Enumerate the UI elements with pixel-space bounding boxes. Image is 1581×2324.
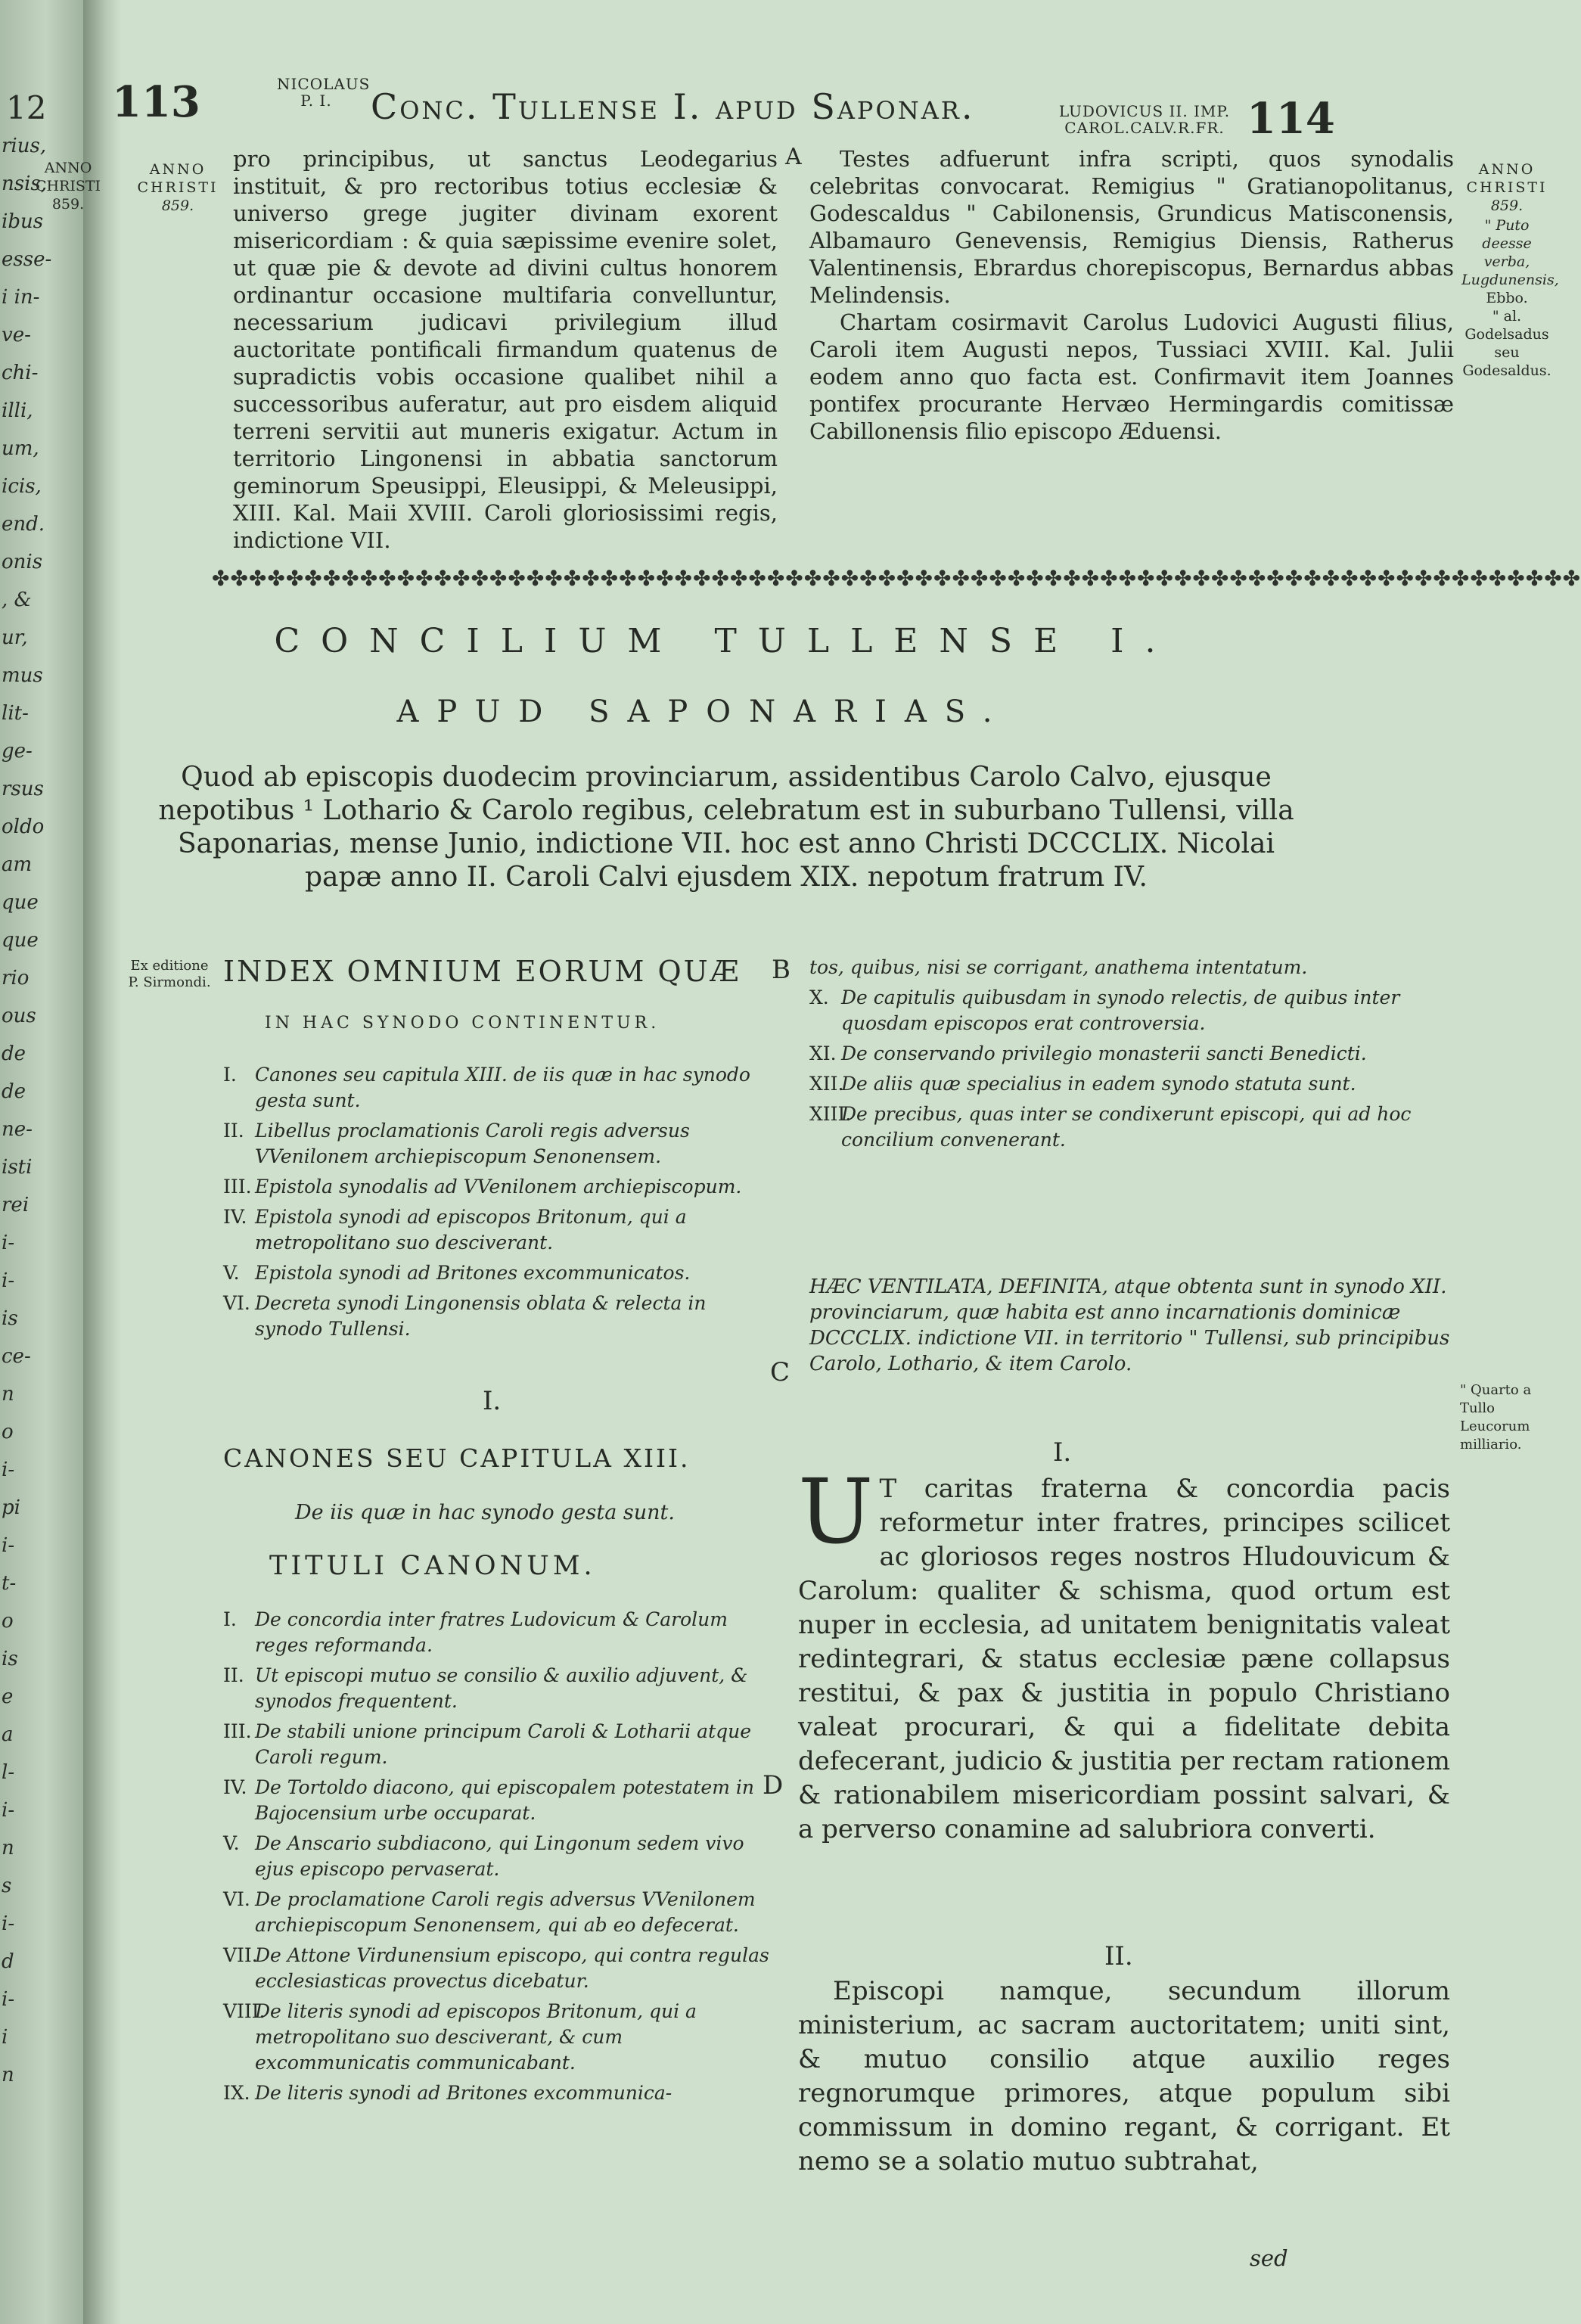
top-right-column: Testes adfuerunt infra scripti, quos synodalis celebritas convocarat. Remigius " Gratianopolitanus, Godescaldus " Cabilonensis, Grundicus Matisconensis, Albamauro Genevensis, Remigius Diensis, Ratherus Valentinensis, Ebrardus chorepiscopus, Bernardus abbas Melindensis. Chartam cosirmavit Carolus Ludovici Augusti filius, Caroli item Augusti nepos, Tussiaci XVIII. Kal. Julii eodem anno quo facta est. Confirmavit item Joannes pontifex procurante Hervæo Hermingardis comitissæ Cabillonensis filio episcopo Æduensi. xyxy=(809,146,1454,444)
left-page-fragment: onis xyxy=(2,551,43,573)
left-page-fragment: t- xyxy=(2,1572,17,1595)
left-page-fragment: oldo xyxy=(2,816,45,838)
left-page-fragment: rei xyxy=(2,1194,30,1216)
list-item-number: II. xyxy=(223,1664,244,1686)
page-number-right: 114 xyxy=(1247,94,1335,144)
list-item-number: V. xyxy=(223,1832,240,1854)
list-item-number: VI. xyxy=(223,1888,250,1910)
left-page-fragment: n xyxy=(2,1837,14,1860)
list-item xyxy=(223,1831,775,1882)
list-item-text: De stabili unione principum Caroli & Lotharii atque Caroli regum. xyxy=(255,1720,752,1768)
left-page-fragment: i- xyxy=(2,1232,15,1254)
left-page-fragment: icis, xyxy=(2,475,42,498)
list-item xyxy=(223,1999,775,2076)
list-item-text: De literis synodi ad Britones excommunica- xyxy=(255,2082,672,2104)
top-left-column: pro principibus, ut sanctus Leodegarius instituit, & pro rectoribus totius ecclesiæ & universo grege jugiter divinam exorent misericordiam : & quia sæpissime evenire solet, ut quæ pie & devote ad divini cultus honorem ordinantur occasione multifaria convelluntur, necessarium judicavi privilegium illud auctoritate pontificali firmandum quatenus de supradictis vobis occasione qualibet nihil a successoribus auferatur, aut pro eisdem aliquid terreni servitii aut muneris exigatur. Actum in territorio Lingonensi in abbatia sanctorum geminorum Speusippi, Eleusippi, & Meleusippi, XIII. Kal. Maii XVIII. Caroli gloriosissimi regis, indictione VII. xyxy=(233,146,778,553)
left-page-fragment: rsus xyxy=(2,778,44,800)
list-item xyxy=(809,1041,1457,1067)
left-page-fragment: ibus xyxy=(2,210,44,233)
marker-c: C xyxy=(770,1357,790,1387)
left-page-fragment: de xyxy=(2,1042,26,1065)
left-page-fragment: pi xyxy=(2,1496,20,1519)
list-item-number: I. xyxy=(223,1064,237,1086)
left-page-fragment: am xyxy=(2,853,33,876)
list-item-number: IV. xyxy=(223,1776,247,1798)
council-introduction: Quod ab episcopis duodecim provinciarum, assidentibus Carolo Calvo, ejusque nepotibus ¹ Lothario & Carolo regibus, celebratum est in suburbano Tullensi, villa Saponarias, mense Junio, indictione VII. hoc est anno Christi DCCCLIX. Nicolai papæ anno II. Caroli Calvi ejusdem XIX. nepotum fratrum IV. xyxy=(158,762,1294,893)
running-title: Conc. Tullense I. apud Saponar. xyxy=(371,86,975,127)
left-page-fragment: esse- xyxy=(2,248,52,271)
running-head-left: NICOLAUS P. I. xyxy=(277,75,371,110)
left-page-fragment: rio xyxy=(2,967,30,990)
left-page-fragment: que xyxy=(2,891,39,914)
list-item-number: XI. xyxy=(809,1042,837,1064)
list-item: tos, quibus, nisi se corrigant, anathema intentatum. xyxy=(809,956,1308,978)
margin-quarto-note: " Quarto a Tullo Leucorum milliario. xyxy=(1460,1382,1532,1452)
marker-b: B xyxy=(772,955,790,985)
left-page-fragment: de xyxy=(2,1080,26,1103)
catchword: sed xyxy=(1250,2245,1288,2271)
list-item-number: XII. xyxy=(809,1073,844,1095)
left-page-fragment: rius, xyxy=(2,135,47,157)
index-subtitle: IN HAC SYNODO CONTINENTUR. xyxy=(265,1014,660,1033)
left-page-fragment: n xyxy=(2,1383,14,1406)
left-page-fragment: n xyxy=(2,2064,14,2086)
list-item-text: De proclamatione Caroli regis adversus VVenilonem archiepiscopum Senonensem, qui ab eo defecerat. xyxy=(255,1888,756,1936)
list-item-number: X. xyxy=(809,986,829,1008)
ornament-band: ✤✤✤✤✤✤✤✤✤✤✤✤✤✤✤✤✤✤✤✤✤✤✤✤✤✤✤✤✤✤✤✤✤✤✤✤✤✤✤✤✤✤✤✤✤✤✤✤✤✤✤✤✤✤✤✤✤✤✤✤✤✤✤✤✤✤✤✤✤✤✤✤✤✤ xyxy=(212,566,1581,591)
left-page-fragment: d xyxy=(2,1950,14,1973)
left-page-fragment: i- xyxy=(2,1269,15,1292)
list-item-text: Epistola synodi ad episcopos Britonum, qui a metropolitano suo desciverant. xyxy=(255,1206,687,1254)
left-page-fragment: mus xyxy=(2,664,43,687)
index-list-right xyxy=(809,955,1457,1157)
list-item-number: II. xyxy=(223,1120,244,1142)
left-page-fragment: i- xyxy=(2,1799,15,1822)
marker-d: D xyxy=(763,1770,784,1800)
list-item xyxy=(223,1291,768,1342)
list-item-text: Epistola synodi ad Britones excommunicatos. xyxy=(255,1262,691,1284)
list-item-number: VIII. xyxy=(223,2000,266,2022)
left-page-fragment: ne- xyxy=(2,1118,33,1141)
council-title: CONCILIUM TULLENSE I. xyxy=(274,622,1177,660)
list-item-number: III. xyxy=(223,1720,252,1742)
list-item xyxy=(223,1719,775,1770)
list-item xyxy=(223,1775,775,1826)
left-page-fragment: i- xyxy=(2,1534,15,1557)
left-page-fragment: um, xyxy=(2,437,39,460)
section-number: I. xyxy=(483,1386,502,1416)
list-item xyxy=(809,985,1457,1036)
left-page-fragment: i- xyxy=(2,1988,15,2011)
left-page-fragment: i- xyxy=(2,1912,15,1935)
list-item-text: Epistola synodalis ad VVenilonem archiepiscopum. xyxy=(255,1176,742,1198)
left-page-fragment: a xyxy=(2,1723,14,1746)
list-item-number: XIII. xyxy=(809,1103,852,1125)
marker-a: A xyxy=(785,144,802,170)
left-page-fragment: ur, xyxy=(2,626,28,649)
list-item-text: Ut episcopi mutuo se consilio & auxilio adjuvent, & synodos frequentent. xyxy=(255,1664,748,1712)
chapter-one-number: I. xyxy=(1053,1437,1072,1468)
list-item-text: De conservando privilegio monasterii sancti Benedicti. xyxy=(841,1042,1367,1064)
list-item-text: De Tortoldo diacono, qui episcopalem potestatem in Bajocensium urbe occuparat. xyxy=(255,1776,754,1824)
haec-ventilata: HÆC VENTILATA, DEFINITA, atque obtenta sunt in synodo XII. provinciarum, quæ habita est anno incarnationis dominicæ DCCCLIX. indictione VII. in territorio " Tullensi, sub principibus Carolo, Lothario, & item Carolo. xyxy=(809,1275,1450,1375)
tituli-list xyxy=(223,1607,775,2111)
list-item xyxy=(223,1943,775,1994)
margin-anno-left: ANNO CHRISTI 859. xyxy=(137,161,219,214)
index-list-left xyxy=(223,1062,768,1347)
list-item-text: De Attone Virdunensium episcopo, qui contra regulas ecclesiasticas provectus dicebatur. xyxy=(255,1944,769,1992)
list-item xyxy=(809,1071,1457,1097)
left-page-fragment: i xyxy=(2,2026,8,2049)
left-page-fragment: i- xyxy=(2,1459,15,1481)
source-note: Ex editione P. Sirmondi. xyxy=(128,958,211,990)
left-page-edge xyxy=(0,0,83,2324)
list-item xyxy=(223,1174,768,1200)
left-page-fragment: ve- xyxy=(2,324,31,346)
canones-subtitle: De iis quæ in hac synodo gesta sunt. xyxy=(295,1501,675,1524)
list-item-number: IV. xyxy=(223,1206,247,1228)
left-page-fragment: e xyxy=(2,1686,14,1708)
page-number-left: 113 xyxy=(112,77,200,127)
book-gutter xyxy=(83,0,121,2324)
list-item xyxy=(223,1204,768,1256)
drop-cap: U xyxy=(798,1459,874,1564)
list-item-text: De precibus, quas inter se condixerunt episcopi, qui ad hoc concilium convenerant. xyxy=(841,1103,1412,1151)
left-page-fragment: o xyxy=(2,1610,14,1633)
left-page-fragment: l- xyxy=(2,1761,15,1784)
left-page-fragment: , & xyxy=(2,589,32,611)
left-page-fragment: i in- xyxy=(2,286,40,309)
list-item-number: III. xyxy=(223,1176,252,1198)
council-subtitle: APUD SAPONARIAS. xyxy=(396,694,1011,729)
left-page-fragment: ous xyxy=(2,1005,36,1027)
list-item-text: De literis synodi ad episcopos Britonum, qui a metropolitano suo desciverant, & cum excommunicatis communicabant. xyxy=(255,2000,697,2074)
list-item-text: Libellus proclamationis Caroli regis adversus VVenilonem archiepiscopum Senonensem. xyxy=(255,1120,690,1167)
left-page-fragment: illi, xyxy=(2,399,33,422)
list-item xyxy=(223,1663,775,1714)
chapter-two-number: II. xyxy=(1104,1941,1133,1971)
list-item-number: V. xyxy=(223,1262,240,1284)
left-page-fragment: lit- xyxy=(2,702,29,725)
margin-anno-right: ANNO CHRISTI 859. " Puto deesse verba, Lugdunensis, Ebbo. " al. Godelsadus seu Godesaldus. xyxy=(1461,161,1559,379)
left-page-fragment: chi- xyxy=(2,362,39,384)
left-page-fragment: ge- xyxy=(2,740,33,763)
canones-title: CANONES SEU CAPITULA XIII. xyxy=(223,1443,691,1473)
list-item xyxy=(223,1607,775,1658)
chapter-one-text: U T caritas fraterna & concordia pacis reformetur inter fratres, principes scilicet ac gloriosos reges nostros Hludouvicum & Carolum: qualiter & schisma, quod ortum est nuper in ecclesia, ad unitatem benignitatis valeat redintegrari, & status ecclesiæ pæne collapsus restitui, & pax & justitia in populo Christiano valeat procurari, & qui a fidelitate debita defecerant, judicio & justitia per rectam rationem & rationabilem misericordiam possint salvari, & a perverso conamine ad salubriora converti. xyxy=(798,1459,1450,1844)
list-item-text: De aliis quæ specialius in eadem synodo statuta sunt. xyxy=(841,1073,1356,1095)
list-item-number: I. xyxy=(223,1608,237,1630)
list-item xyxy=(223,1062,768,1114)
left-page-fragment: s xyxy=(2,1875,12,1897)
list-item-number: IX. xyxy=(223,2082,250,2104)
left-page-number: 12 xyxy=(6,89,47,126)
left-page-fragment: isti xyxy=(2,1156,33,1179)
list-item-number: VI. xyxy=(223,1292,250,1314)
left-page-fragment: is xyxy=(2,1307,18,1330)
list-item-text: De Anscario subdiacono, qui Lingonum sedem vivo ejus episcopo pervaserat. xyxy=(255,1832,744,1880)
left-page-fragment: end. xyxy=(2,513,45,536)
list-item xyxy=(223,2080,775,2106)
left-page-fragment: ce- xyxy=(2,1345,31,1368)
list-item-text: Canones seu capitula XIII. de iis quæ in hac synodo gesta sunt. xyxy=(255,1064,750,1111)
index-title: INDEX OMNIUM EORUM QUÆ xyxy=(223,955,741,988)
chapter-two-text: Episcopi namque, secundum illorum ministerium, ac sacram auctoritatem; uniti sint, & mutuo consilio atque auxilio reges regnorumque primores, atque populum sibi commissum in domino regant, & corrigant. Et nemo se a solatio mutuo subtrahat, xyxy=(798,1976,1450,2176)
list-item-number: VII. xyxy=(223,1944,258,1966)
list-item-text: De capitulis quibusdam in synodo relectis, de quibus inter quosdam episcopos erat controversia. xyxy=(841,986,1400,1034)
margin-anno-gutter: ANNO CHRISTI 859. xyxy=(35,160,101,213)
list-item xyxy=(809,1101,1457,1153)
left-page-fragment: is xyxy=(2,1648,18,1670)
left-page-fragment: que xyxy=(2,929,39,952)
book-page xyxy=(35,0,1581,2324)
running-head-right: LUDOVICUS II. IMP. CAROL.CALV.R.FR. xyxy=(1058,102,1231,137)
list-item xyxy=(223,1887,775,1938)
left-page-fragment: nsis, xyxy=(2,172,48,195)
list-item xyxy=(223,1118,768,1170)
list-item xyxy=(223,1260,768,1286)
list-item-text: Decreta synodi Lingonensis oblata & relecta in synodo Tullensi. xyxy=(255,1292,707,1340)
left-page-fragment: o xyxy=(2,1421,14,1443)
tituli-title: TITULI CANONUM. xyxy=(269,1551,596,1581)
list-item-text: De concordia inter fratres Ludovicum & Carolum reges reformanda. xyxy=(255,1608,728,1656)
